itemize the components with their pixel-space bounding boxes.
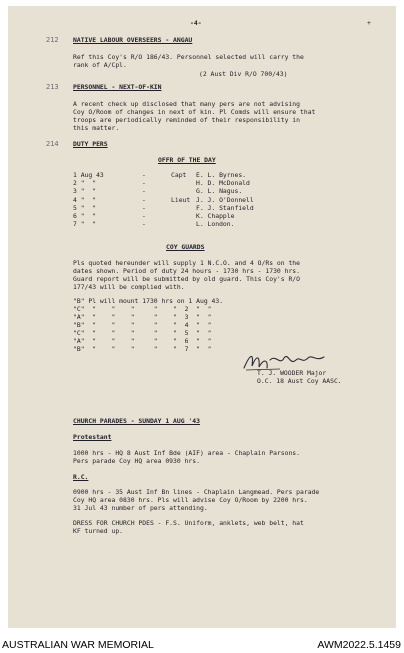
coy-guards-heading: COY GUARDS — [166, 243, 205, 251]
protestant-line: Pers parade Coy HQ area 0930 hrs. — [73, 457, 200, 465]
section-text-213-line: troops are periodically reminded of their responsibility in — [73, 116, 301, 124]
section-heading-214: DUTY PERS — [73, 140, 108, 148]
guard-row: "B" Pl will mount 1730 hrs on 1 Aug 43. — [73, 297, 224, 305]
section-text-212-line: Ref this Coy's R/O 186/43. Personnel selected will carry the — [73, 53, 304, 61]
guards-text-line: dates shown. Period of duty 24 hours - 1730 hrs - 1730 hrs. — [73, 267, 301, 275]
roster-name: E. L. Byrnes. — [196, 171, 247, 179]
section-text-212-line: rank of A/Cpl. — [73, 61, 127, 69]
section-heading-213: PERSONNEL - NEXT-OF-KIN — [73, 83, 162, 91]
section-ref-212: (2 Aust Div R/O 700/43) — [199, 70, 288, 78]
guard-row: "B" " " " " " 4 " " — [73, 321, 212, 329]
guards-text-line: 177/43 will be complied with. — [73, 283, 185, 291]
roster-dash: - — [142, 212, 146, 220]
guards-text-line: Guard report will be submitted by old guard. This Coy's R/O — [73, 275, 301, 283]
roster-dash: - — [142, 204, 146, 212]
section-number-213: 213 — [46, 83, 59, 91]
rc-line: Coy HQ area 0830 hrs. Pls will advise Coy O/Room by 2200 hrs. — [73, 496, 308, 504]
section-heading-212: NATIVE LABOUR OVERSEERS - ANGAU — [73, 36, 193, 44]
guard-row: "C" " " " " " 5 " " — [73, 329, 212, 337]
section-text-213-line: Coy O/Room of changes in next of kin. Pl Comds will ensure that — [73, 108, 316, 116]
dress-line: DRESS FOR CHURCH PDES - F.S. Uniform, anklets, web belt, hat — [73, 519, 304, 527]
section-number-212: 212 — [46, 36, 59, 44]
roster-date: 4 " " — [73, 196, 97, 204]
roster-date: 1 Aug 43 — [73, 171, 104, 179]
roster-dash: - — [142, 171, 146, 179]
roster-date: 5 " " — [73, 204, 97, 212]
roster-date: 6 " " — [73, 212, 97, 220]
guards-text-line: Pls quoted hereunder will supply 1 N.C.O. and 4 O/Rs on the — [73, 259, 301, 267]
guard-row: "C" " " " " " 2 " " — [73, 305, 212, 313]
section-number-214: 214 — [46, 140, 59, 148]
guard-row: "A" " " " " " 6 " " — [73, 337, 212, 345]
archive-reference: AWM2022.5.1459 — [317, 639, 401, 651]
page-number: -4- — [190, 19, 202, 27]
church-parades-heading: CHURCH PARADES - SUNDAY 1 AUG '43 — [73, 417, 200, 425]
roster-rank: Lieut — [171, 196, 191, 204]
roster-date: 2 " " — [73, 179, 97, 187]
signature-unit: O.C. 18 Aust Coy AASC. — [257, 377, 342, 385]
archive-name: AUSTRALIAN WAR MEMORIAL — [2, 639, 154, 651]
guard-row: "A" " " " " " 3 " " — [73, 313, 212, 321]
roster-date: 3 " " — [73, 187, 97, 195]
rc-line: 31 Jul 43 number of pers attending. — [73, 504, 208, 512]
roster-name: K. Chapple — [196, 212, 235, 220]
roster-name: G. L. Nagus. — [196, 187, 243, 195]
roster-name: L. London. — [196, 220, 235, 228]
section-text-213-line: A recent check up disclosed that many pers are not advising — [73, 100, 301, 108]
roster-dash: - — [142, 220, 146, 228]
roster-date: 7 " " — [73, 220, 97, 228]
protestant-line: 1000 hrs - HQ 8 Aust Inf Bde (AIF) area - Chaplain Parsons. — [73, 449, 301, 457]
roster-name: H. D. McDonald — [196, 179, 250, 187]
roster-name: F. J. Stanfield — [196, 204, 254, 212]
roster-dash: - — [142, 187, 146, 195]
archive-footer — [0, 636, 404, 653]
guard-row: "B" " " " " " 7 " " — [73, 345, 212, 353]
roster-rank: Capt — [171, 171, 187, 179]
dress-line: KF turned up. — [73, 527, 124, 535]
rc-heading: R.C. — [73, 473, 89, 481]
roster-dash: - — [142, 196, 146, 204]
rc-line: 0900 hrs - 35 Aust Inf Bn lines - Chaplain Langmead. Pers parade — [73, 488, 320, 496]
officer-of-day-heading: OFFR OF THE DAY — [158, 156, 216, 164]
section-text-213-line: this matter. — [73, 124, 120, 132]
roster-name: J. J. O'Donnell — [196, 196, 254, 204]
page-corner-mark: + — [367, 19, 371, 27]
roster-dash: - — [142, 179, 146, 187]
protestant-heading: Protestant — [73, 433, 112, 441]
signature-name: T. J. WOODER Major — [257, 369, 327, 377]
